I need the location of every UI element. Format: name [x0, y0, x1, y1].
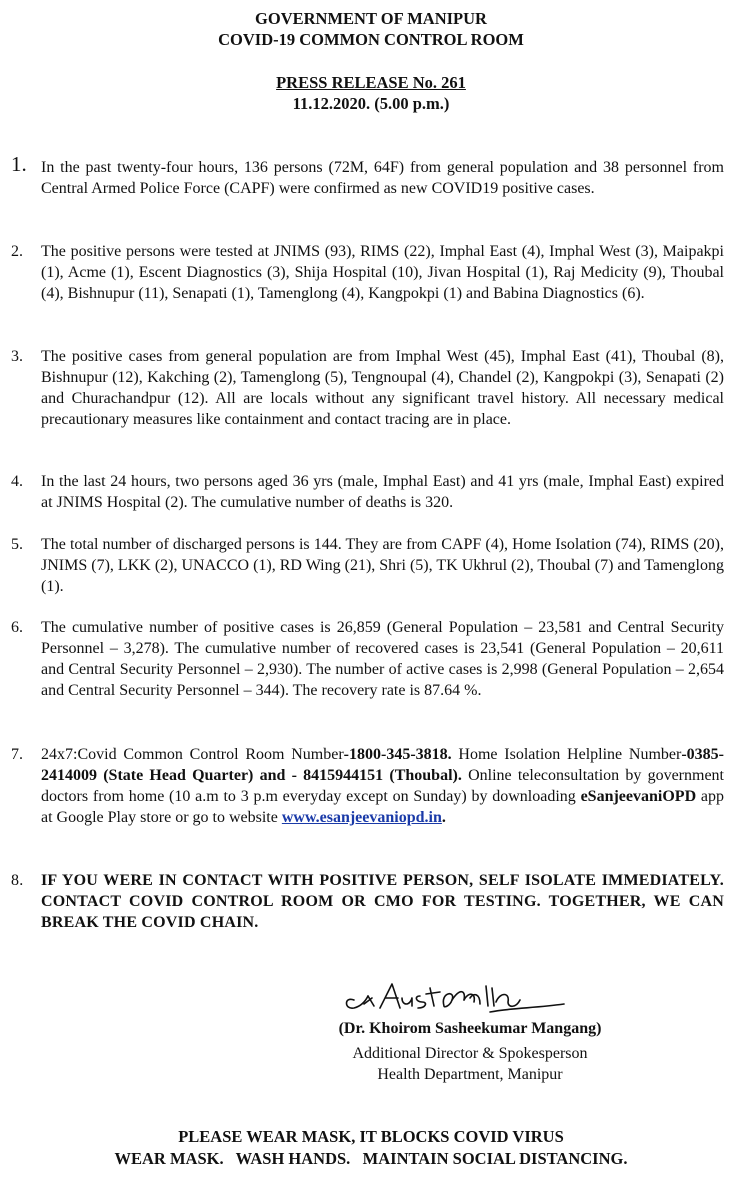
signatory-department: Health Department, Manipur [377, 1066, 563, 1083]
item-number: 4. [11, 473, 23, 490]
item-number: 5. [11, 536, 23, 553]
helpline-text: 24x7:Covid Common Control Room Number [41, 746, 344, 763]
list-item [11, 471, 724, 513]
item-text: The positive persons were tested at JNIMS (93), RIMS (22), Imphal East (4), Imphal West (3), Maipakpi (1), Acme (1), Escent Diagnostics (3), Shija Hospital (10), Jivan Hospital (1), Raj Medicity (9), Thoubal (4), Bishnupur (11), Senapati (1), Tamenglong (4), Kangpokpi (1) and Babina Diagnostics (6). [41, 243, 724, 302]
period: . [441, 809, 446, 826]
press-release-heading [0, 72, 742, 114]
control-room-number: -1800-345-3818. [343, 746, 452, 763]
header-control-room: COVID-19 COMMON CONTROL ROOM [218, 30, 524, 49]
helpline-numbers: -0385-2414009 (State Head Quarter) and - 8415944151 (Thoubal). [41, 746, 724, 784]
document-header [0, 8, 742, 50]
item-number: 3. [11, 348, 23, 365]
list-item [11, 152, 724, 199]
item-text: The positive cases from general population are from Imphal West (45), Imphal East (41), Thoubal (8), Bishnupur (12), Kakching (2), Tamenglong (5), Tengnoupal (4), Chandel (2), Kangpokpi (3), Senapati (2) and Churachandpur (12). All are locals without any significant travel history. All necessary medical precautionary measures like containment and contact tracing are in place. [41, 348, 724, 428]
header-government: GOVERNMENT OF MANIPUR [255, 9, 487, 28]
item-number: 1. [11, 152, 27, 176]
signatory-name: (Dr. Khoirom Sasheekumar Mangang) [338, 1020, 602, 1037]
list-item [11, 617, 724, 701]
item-text: The cumulative number of positive cases is 26,859 (General Population – 23,581 and Central Security Personnel – 3,278). The cumulative number of recovered cases is 23,541 (General Population – 20,611 and Central Security Personnel – 2,930). The number of active cases is 2,998 (General Population – 2,654 and Central Security Personnel – 344). The recovery rate is 87.64 %. [41, 619, 724, 699]
list-item-helpline [11, 744, 725, 828]
footer-line-precautions: WEAR MASK. WASH HANDS. MAINTAIN SOCIAL DISTANCING. [114, 1149, 628, 1168]
press-release-datetime: 11.12.2020. (5.00 p.m.) [292, 94, 450, 113]
advisory-text: IF YOU WERE IN CONTACT WITH POSITIVE PERSON, SELF ISOLATE IMMEDIATELY. CONTACT COVID CONTROL ROOM OR CMO FOR TESTING. TOGETHER, WE CAN BREAK THE COVID CHAIN. [41, 872, 724, 931]
list-item [11, 346, 724, 430]
press-release-title: PRESS RELEASE No. 261 [276, 73, 466, 92]
app-name: eSanjeevaniOPD [580, 788, 697, 805]
list-item [11, 241, 724, 304]
item-number: 2. [11, 243, 23, 260]
helpline-text: Home Isolation Helpline Number [451, 746, 682, 763]
list-item-advisory [11, 870, 724, 933]
list-item [11, 534, 724, 597]
item-number: 8. [11, 872, 24, 889]
item-number: 7. [11, 746, 23, 763]
footer-message [0, 1126, 742, 1170]
footer-line-mask: PLEASE WEAR MASK, IT BLOCKS COVID VIRUS [178, 1127, 564, 1146]
handwritten-signature [340, 978, 580, 1020]
teleconsultation-text: Online teleconsultation by government doctors from home (10 a.m to 3 p.m everyday except on Sunday) by downloading [41, 767, 725, 805]
item-number: 6. [11, 619, 23, 636]
website-link[interactable]: www.esanjeevaniopd.in [281, 809, 442, 826]
item-text: In the past twenty-four hours, 136 persons (72M, 64F) from general population and 38 personnel from Central Armed Police Force (CAPF) were confirmed as new COVID19 positive cases. [41, 159, 724, 197]
item-text: In the last 24 hours, two persons aged 36 yrs (male, Imphal East) and 41 yrs (male, Imphal East) expired at JNIMS Hospital (2). The cumulative number of deaths is 320. [41, 473, 724, 511]
signatory-designation: Additional Director & Spokesperson [352, 1045, 588, 1062]
item-text: The total number of discharged persons is 144. They are from CAPF (4), Home Isolation (74), RIMS (20), JNIMS (7), LKK (2), UNACCO (1), RD Wing (21), Shri (5), TK Ukhrul (2), Thoubal (7) and Tamenglong (1). [41, 536, 724, 595]
website-text: app at Google Play store or go to website [41, 788, 724, 826]
